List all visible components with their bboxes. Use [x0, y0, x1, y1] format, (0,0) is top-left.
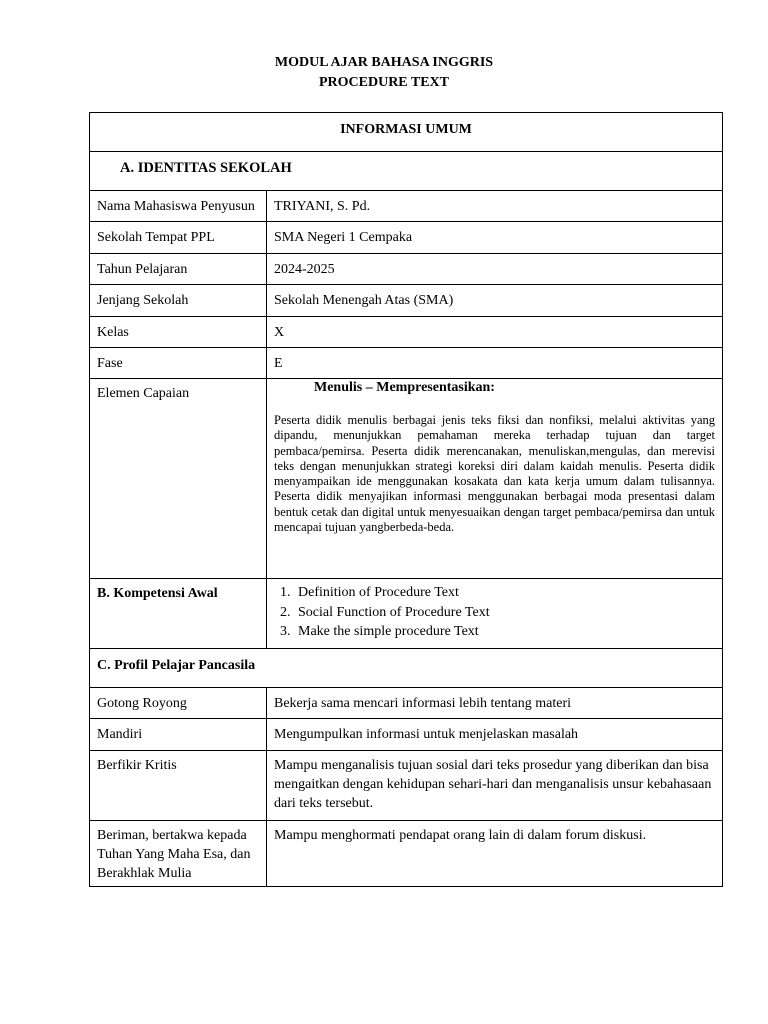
row-label: Kelas — [90, 317, 267, 348]
row-value: SMA Negeri 1 Cempaka — [267, 222, 723, 254]
table-row — [90, 317, 723, 348]
table-row — [90, 222, 723, 254]
list-item: 2. Social Function of Procedure Text — [294, 603, 715, 623]
row-label: Elemen Capaian — [90, 379, 267, 579]
table-row — [90, 688, 723, 719]
section-c-row — [90, 649, 723, 688]
row-value: TRIYANI, S. Pd. — [267, 191, 723, 222]
row-label: Nama Mahasiswa Penyusun — [90, 191, 267, 222]
section-b-row — [90, 579, 723, 649]
table-row — [90, 821, 723, 887]
info-table — [89, 112, 723, 887]
row-value: E — [267, 348, 723, 379]
table-row — [90, 751, 723, 821]
document-title — [0, 53, 768, 93]
table-row — [90, 191, 723, 222]
row-value: Mengumpulkan informasi untuk menjelaskan masalah — [267, 719, 723, 751]
title-line-1: MODUL AJAR BAHASA INGGRIS — [274, 55, 494, 70]
elemen-capaian-row — [90, 379, 723, 579]
section-c-heading: C. Profil Pelajar Pancasila — [90, 649, 723, 688]
row-label: Jenjang Sekolah — [90, 285, 267, 317]
title-line-2: PROCEDURE TEXT — [318, 75, 450, 90]
row-label: Mandiri — [90, 719, 267, 751]
elemen-heading: Menulis – Mempresentasikan: — [314, 380, 495, 395]
table-header: INFORMASI UMUM — [90, 113, 723, 152]
table-row — [90, 719, 723, 751]
section-a-row — [90, 152, 723, 191]
row-value: Sekolah Menengah Atas (SMA) — [267, 285, 723, 317]
table-header-row — [90, 113, 723, 152]
row-value: 2024-2025 — [267, 254, 723, 285]
row-label: Fase — [90, 348, 267, 379]
row-value: Bekerja sama mencari informasi lebih tentang materi — [267, 688, 723, 719]
table-row — [90, 254, 723, 285]
row-value: Mampu menghormati pendapat orang lain di dalam forum diskusi. — [267, 821, 723, 887]
row-value: Mampu menganalisis tujuan sosial dari teks prosedur yang diberikan dan bisa mengaitkan dengan kehidupan sehari-hari dan menganalisis unsur kebahasaan dari teks tersebut. — [267, 751, 723, 821]
elemen-paragraph: Peserta didik menulis berbagai jenis teks fiksi dan nonfiksi, melalui aktivitas yang dipandu, menunjukkan pemahaman mereka terhadap tujuan dan target pembaca/pemirsa. Peserta didik merencanakan, menuliskan,mengulas, dan merevisi teks dengan menunjukkan strategi koreksi diri dalam kaidah menulis. Peserta didik menyampaikan ide menggunakan kosakata dan kata kerja umum dalam tulisannya. Peserta didik menyajikan informasi menggunakan berbagai moda presentasi dalam bentuk cetak dan digital untuk menyesuaikan dengan target pembaca/pemirsa dan untuk mencapai tujuan yangberbeda-beda. — [274, 413, 715, 535]
table-row — [90, 348, 723, 379]
list-item: 3. Make the simple procedure Text — [294, 622, 715, 642]
section-b-heading: B. Kompetensi Awal — [90, 579, 267, 649]
kompetensi-list — [274, 583, 715, 642]
row-value: X — [267, 317, 723, 348]
section-a-heading: A. IDENTITAS SEKOLAH — [90, 152, 723, 191]
row-label: Gotong Royong — [90, 688, 267, 719]
table-row — [90, 285, 723, 317]
row-label: Sekolah Tempat PPL — [90, 222, 267, 254]
elemen-capaian-cell — [267, 379, 723, 579]
list-item: 1. Definition of Procedure Text — [294, 583, 715, 603]
row-label: Berfikir Kritis — [90, 751, 267, 821]
row-label: Beriman, bertakwa kepada Tuhan Yang Maha Esa, dan Berakhlak Mulia — [90, 821, 267, 887]
row-label: Tahun Pelajaran — [90, 254, 267, 285]
section-b-list-cell — [267, 579, 723, 649]
